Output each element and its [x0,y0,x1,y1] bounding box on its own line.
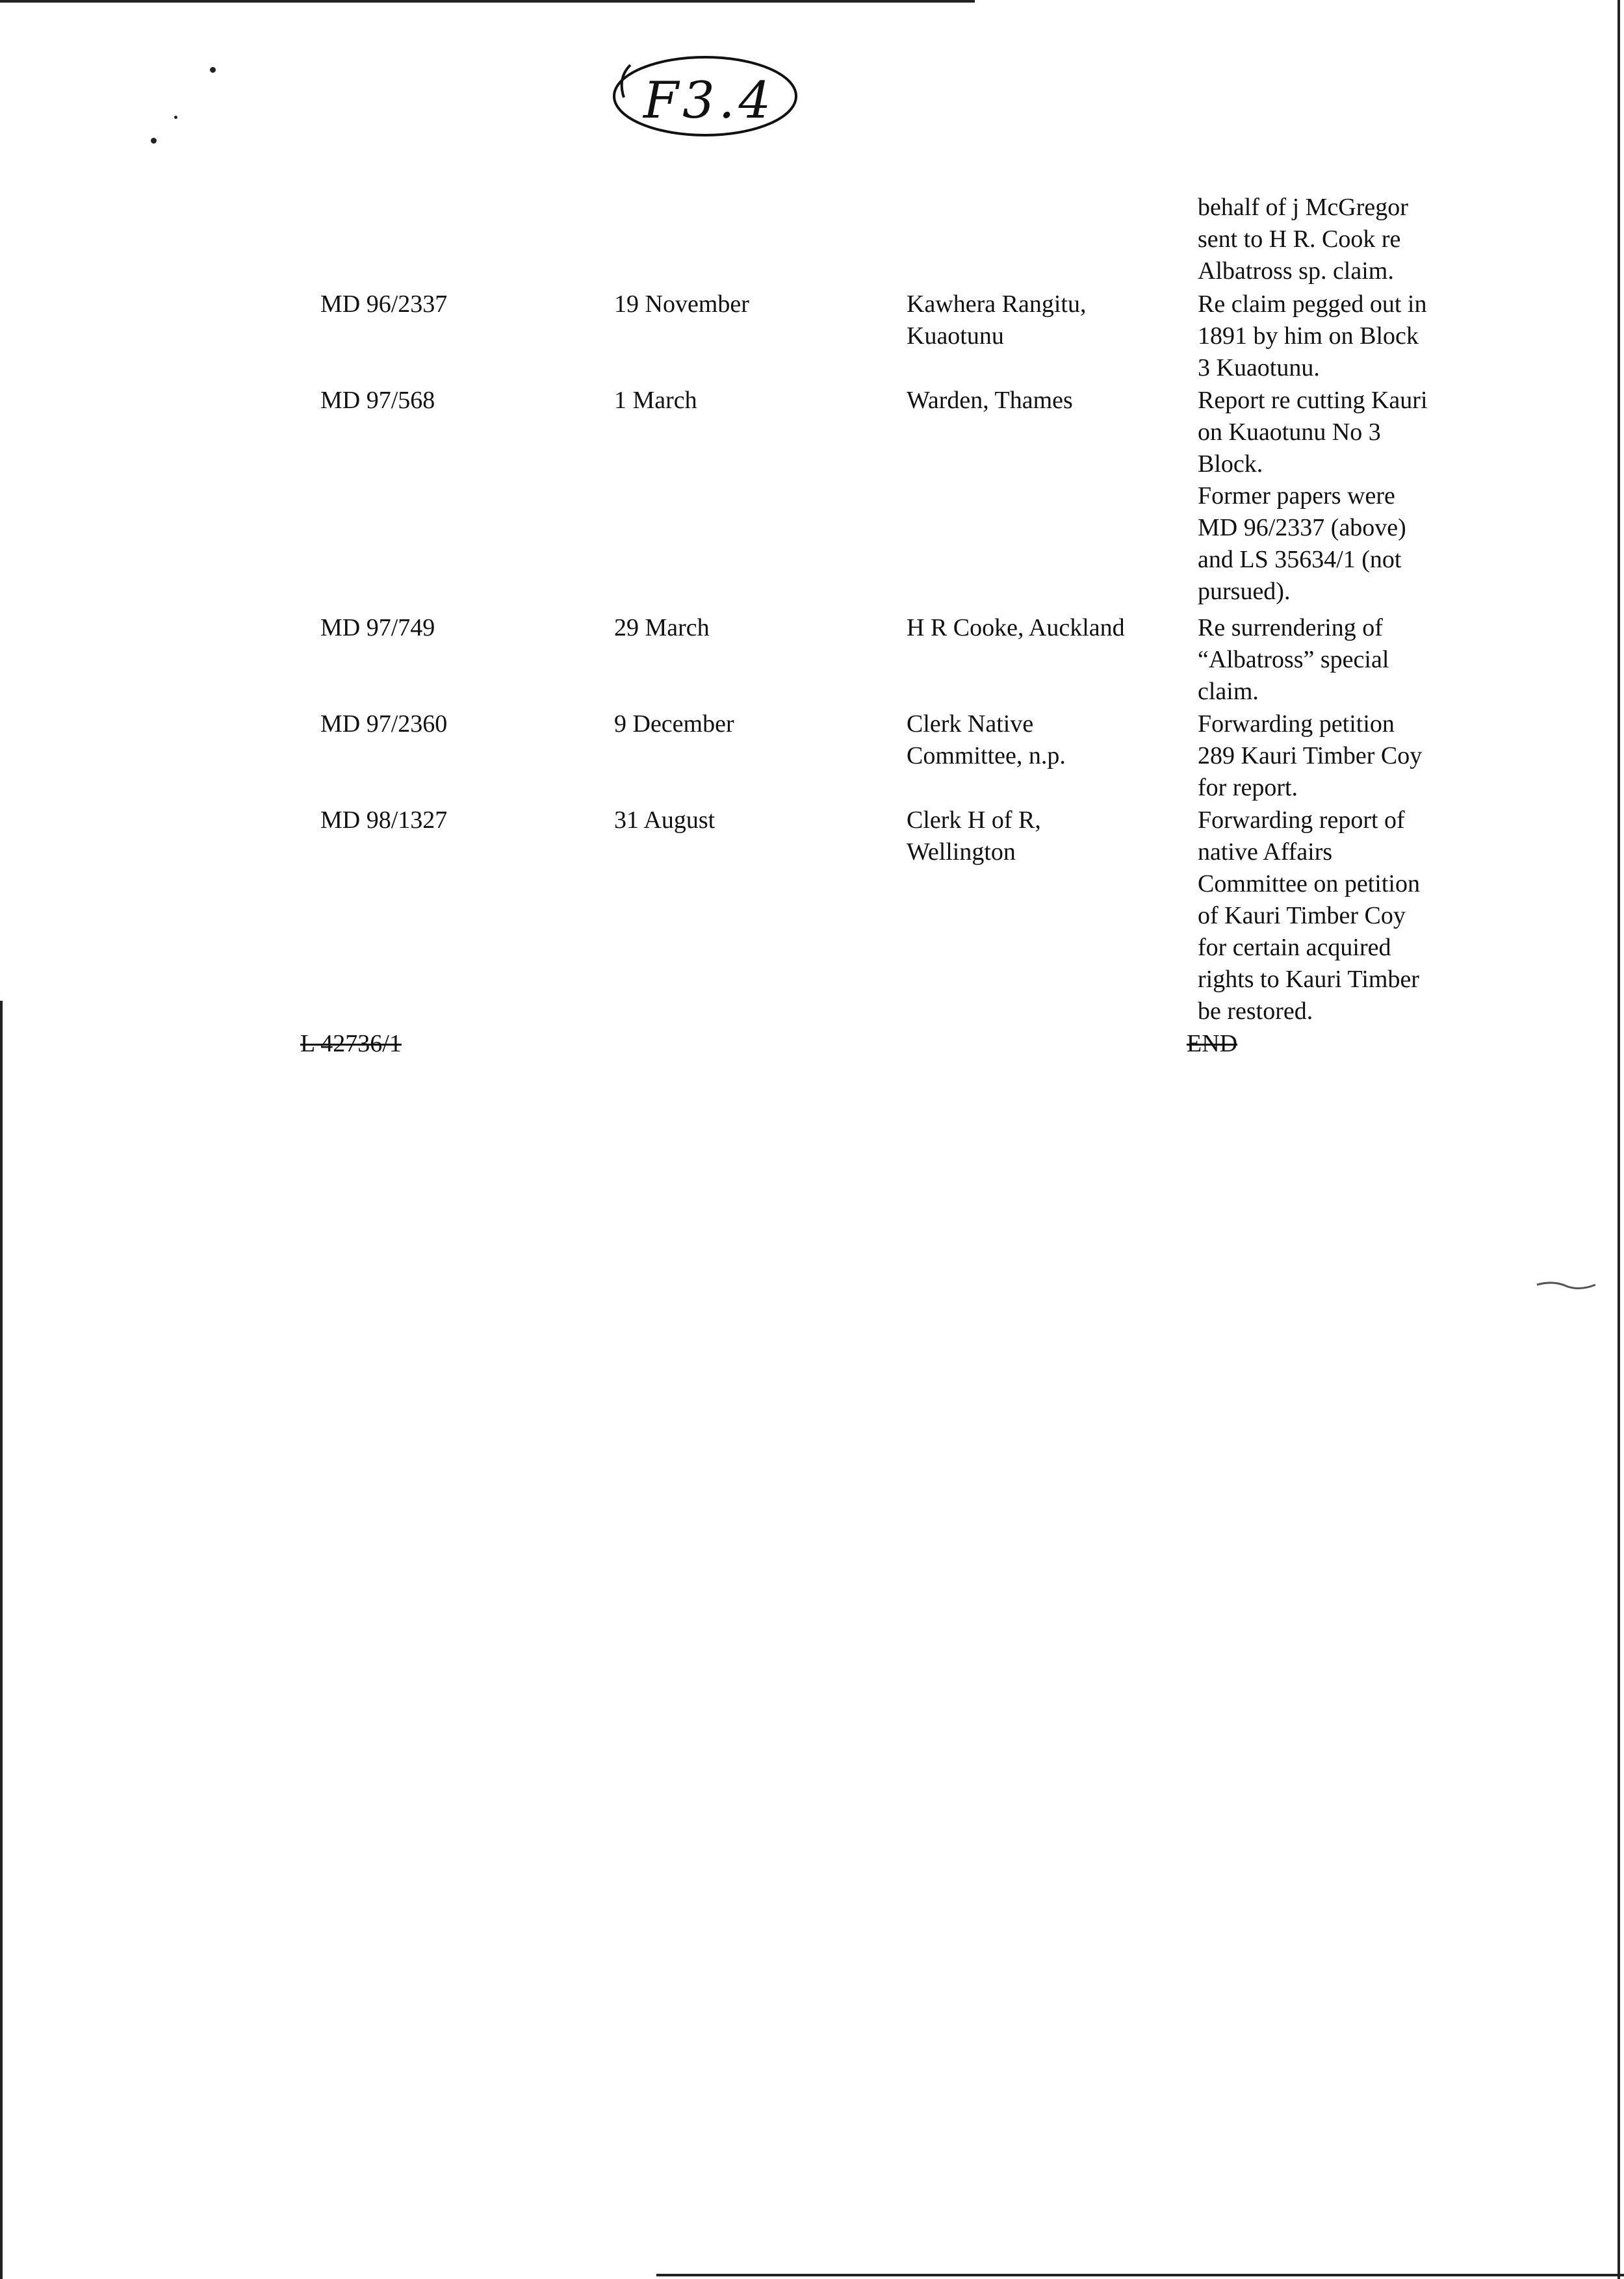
subject [1198,385,1428,608]
subject-line: and LS 35634/1 (not [1198,546,1402,573]
correspondent-line: Wellington [907,838,1016,866]
subject-line: MD 96/2337 (above) [1198,514,1406,541]
end-marker: END [1187,1030,1238,1057]
ref-number: MD 97/749 [320,614,435,641]
subject-line: Re claim pegged out in [1198,290,1427,318]
subject [1198,708,1422,804]
subject-line: Report re cutting Kauri [1198,387,1428,414]
correspondent [907,612,1125,644]
correspondent-line: Committee, n.p. [907,742,1066,769]
subject-line: pursued). [1198,578,1291,605]
subject-line: claim. [1198,678,1259,705]
entry-date: 9 December [614,710,734,738]
correspondent-line: H R Cooke, Auckland [907,614,1125,641]
subject-line: 289 Kauri Timber Coy [1198,742,1423,769]
subject-line: rights to Kauri Timber [1198,966,1419,993]
entry-date: 1 March [614,387,697,414]
subject-line: be restored. [1198,998,1313,1025]
subject-line: Former papers were [1198,482,1395,509]
ref-number: MD 97/2360 [320,710,448,738]
subject-line: 3 Kuaotunu. [1198,354,1320,381]
subject-line: for report. [1198,774,1298,801]
subject-line: sent to H R. Cook re [1198,225,1401,253]
entry-date: 19 November [614,290,749,318]
ref-number: MD 98/1327 [320,806,448,834]
correspondent-line: Clerk H of R, [907,806,1041,834]
correspondent [907,805,1041,868]
subject-line: Re surrendering of [1198,614,1383,641]
subject-line: Forwarding petition [1198,710,1395,738]
scan-edge-bottom [656,2274,1624,2276]
subject-line: native Affairs [1198,838,1333,866]
scan-smudge-right [1534,1277,1599,1296]
subject-line: Albatross sp. claim. [1198,257,1394,285]
subject-line: of Kauri Timber Coy [1198,902,1406,929]
correspondent-line: Kawhera Rangitu, [907,290,1087,318]
correspondent-line: Warden, Thames [907,387,1073,414]
subject [1198,805,1420,1027]
subject-line: for certain acquired [1198,934,1391,961]
register-table [0,0,1624,1105]
subject-line: 1891 by him on Block [1198,322,1419,350]
correspondent-line: Clerk Native [907,710,1034,738]
struck-ref-number: L 42736/1 [300,1030,402,1057]
subject [1198,612,1389,708]
subject-line: Committee on petition [1198,870,1420,897]
entry-date: 29 March [614,614,710,641]
ref-number: MD 97/568 [320,387,435,414]
continuation-subject [1198,192,1408,287]
subject-line: behalf of j McGregor [1198,194,1408,221]
scan-edge-left [0,1001,3,2279]
subject-line: Forwarding report of [1198,806,1405,834]
ref-number: MD 96/2337 [320,290,448,318]
subject-line: Block. [1198,450,1263,478]
subject-line: “Albatross” special [1198,646,1389,673]
correspondent [907,385,1073,417]
subject [1198,289,1426,384]
entry-date: 31 August [614,806,715,834]
folio-number: F3.4 [643,71,775,130]
correspondent [907,289,1086,352]
correspondent-line: Kuaotunu [907,322,1004,350]
correspondent [907,708,1066,772]
subject-line: on Kuaotunu No 3 [1198,418,1381,446]
